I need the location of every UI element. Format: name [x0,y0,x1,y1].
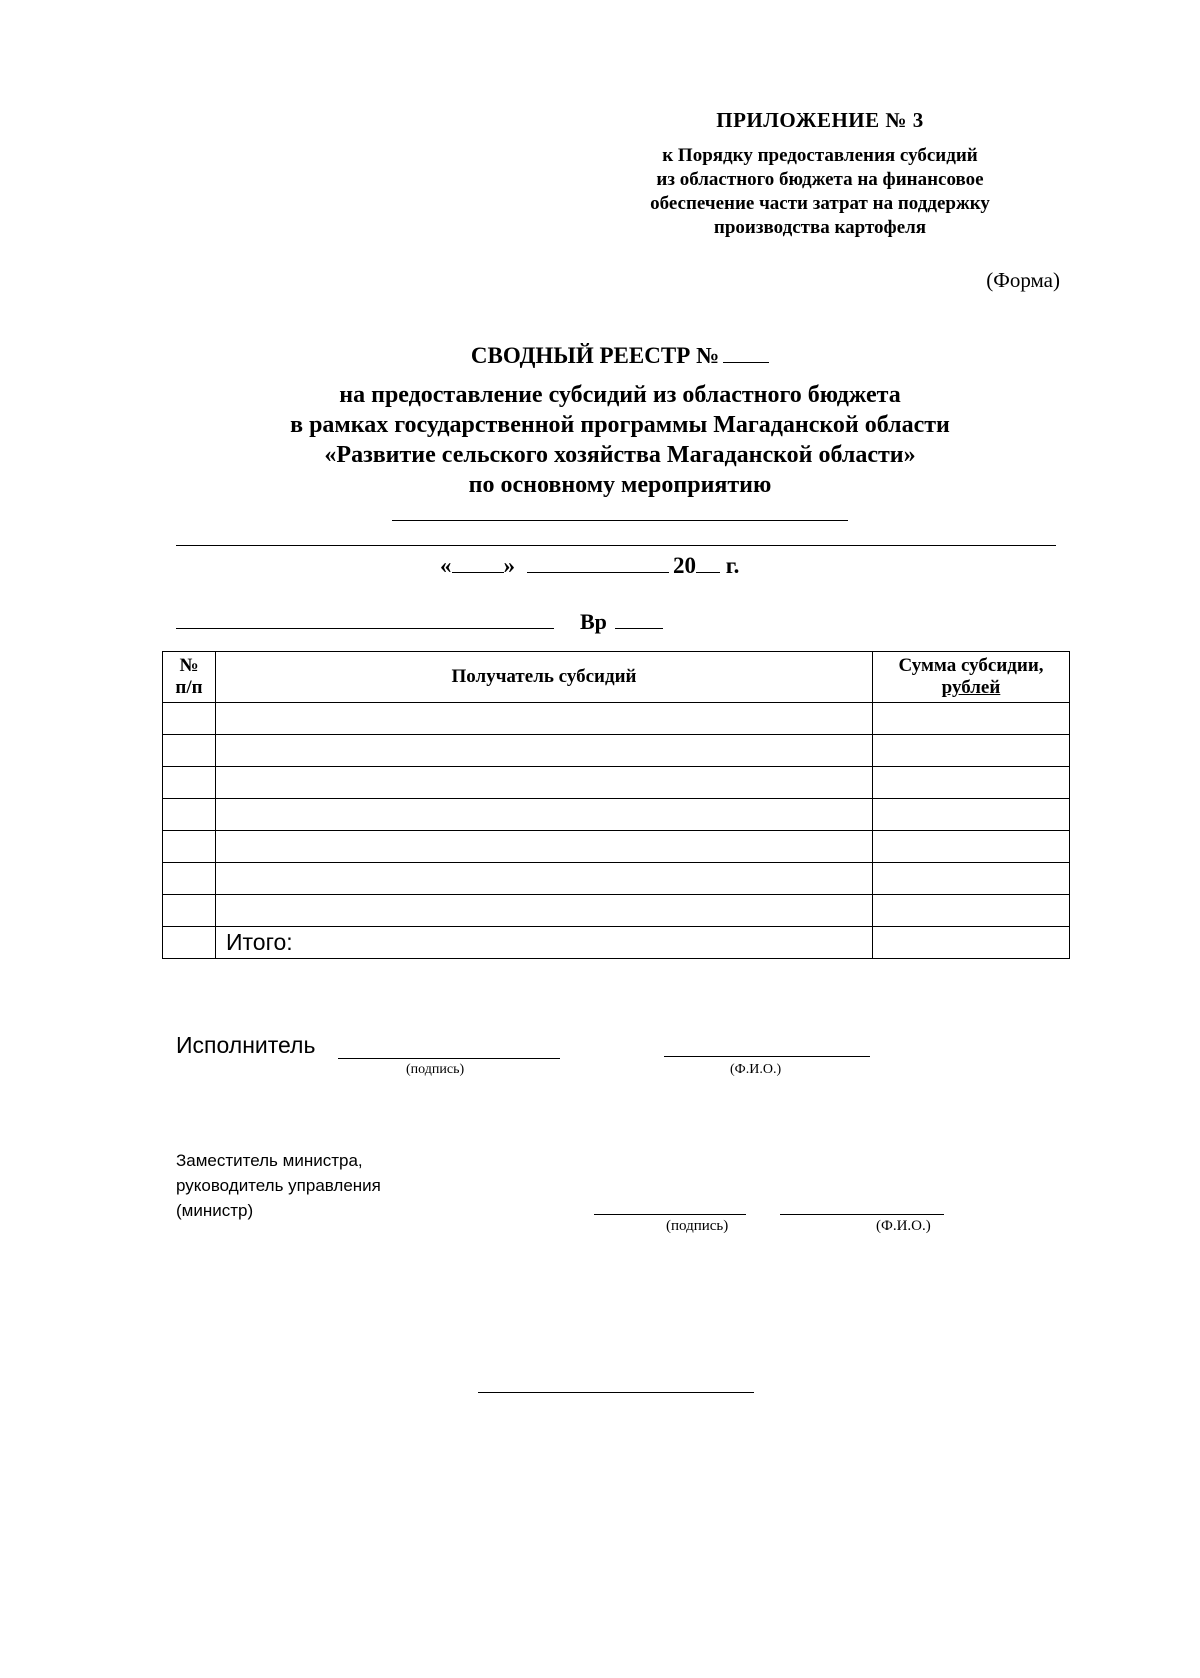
header-number-line: № [179,655,199,676]
deputy-signature-caption: (подпись) [666,1218,729,1234]
register-title [200,342,1040,369]
appendix-title: ПРИЛОЖЕНИЕ № 3 [716,108,924,132]
table-row [163,799,1070,831]
executor-signature-blank[interactable] [338,1058,560,1059]
date-year-suffix: г. [725,553,740,578]
appendix-reference [590,144,1050,240]
header-number [163,652,216,703]
header-sum-line: Сумма субсидии, [898,655,1044,676]
register-subtitle-line: на предоставление субсидий из областного бюджета [339,382,901,408]
form-label: (Форма) [986,268,1060,292]
table-row [163,831,1070,863]
cell-recipient[interactable] [216,703,873,735]
total-sum-cell[interactable] [873,927,1070,959]
deputy-line: (министр) [176,1201,254,1220]
table-row [163,767,1070,799]
cell-sum[interactable] [873,735,1070,767]
table-row [163,863,1070,895]
vr-label: Вр [580,609,607,634]
executor-name-caption: (Ф.И.О.) [730,1062,782,1077]
cell-number[interactable] [163,895,216,927]
cell-sum[interactable] [873,863,1070,895]
deputy-line: руководитель управления [176,1176,381,1195]
cell-number[interactable] [163,863,216,895]
deputy-name-caption: (Ф.И.О.) [876,1218,931,1234]
deputy-minister-block [176,1148,381,1223]
cell-sum[interactable] [873,703,1070,735]
header-recipient: Получатель субсидий [216,652,873,703]
table-row [163,895,1070,927]
cell-number[interactable] [163,735,216,767]
table-row [163,735,1070,767]
cell-number[interactable] [163,767,216,799]
register-number-blank[interactable] [723,342,769,363]
register-subtitle-line: «Развитие сельского хозяйства Магаданской области» [324,442,916,468]
deputy-name-blank[interactable] [780,1214,944,1215]
register-subtitle-line: по основному мероприятию [468,472,772,498]
total-label: Итого: [216,927,873,959]
cell-recipient[interactable] [216,895,873,927]
cell-recipient[interactable] [216,799,873,831]
cell-recipient[interactable] [216,735,873,767]
table-header-row [163,652,1070,703]
event-name-blank[interactable] [392,520,848,521]
total-number-cell [163,927,216,959]
register-subtitle-line: в рамках государственной программы Магаданской области [290,412,950,438]
register-table [162,651,1070,959]
appendix-reference-line: к Порядку предоставления субсидий [662,145,978,166]
cell-sum[interactable] [873,767,1070,799]
register-title-text: СВОДНЫЙ РЕЕСТР № [470,343,720,368]
cell-recipient[interactable] [216,767,873,799]
cell-sum[interactable] [873,831,1070,863]
executor-label: Исполнитель [176,1032,316,1058]
register-subtitle [160,380,1080,500]
appendix-reference-line: из областного бюджета на финансовое [656,169,984,190]
cell-number[interactable] [163,703,216,735]
deputy-signature-blank[interactable] [594,1214,746,1215]
appendix-reference-line: обеспечение части затрат на поддержку [650,193,990,214]
cell-sum[interactable] [873,799,1070,831]
header-sum [873,652,1070,703]
date-month-blank[interactable] [527,550,669,573]
header-number-line: п/п [175,677,203,698]
header-sum-line: рублей [941,677,1001,698]
executor-signature-caption: (подпись) [406,1062,465,1077]
date-year-prefix: 20 [673,553,696,578]
cell-sum[interactable] [873,895,1070,927]
date-close-quote: » [503,553,515,578]
bottom-divider [478,1392,754,1393]
vr-blank[interactable] [615,606,663,629]
table-total-row [163,927,1070,959]
date-open-quote: « [440,553,452,578]
table-row [163,703,1070,735]
organization-blank[interactable] [176,628,554,629]
cell-recipient[interactable] [216,831,873,863]
cell-number[interactable] [163,799,216,831]
vr-row [580,606,663,635]
date-year-blank[interactable] [696,550,720,573]
appendix-reference-line: производства картофеля [713,217,927,238]
date-day-blank[interactable] [452,550,504,573]
cell-recipient[interactable] [216,863,873,895]
date-row [440,550,739,580]
cell-number[interactable] [163,831,216,863]
full-width-blank[interactable] [176,545,1056,546]
executor-name-blank[interactable] [664,1056,870,1057]
deputy-line: Заместитель министра, [176,1151,363,1170]
